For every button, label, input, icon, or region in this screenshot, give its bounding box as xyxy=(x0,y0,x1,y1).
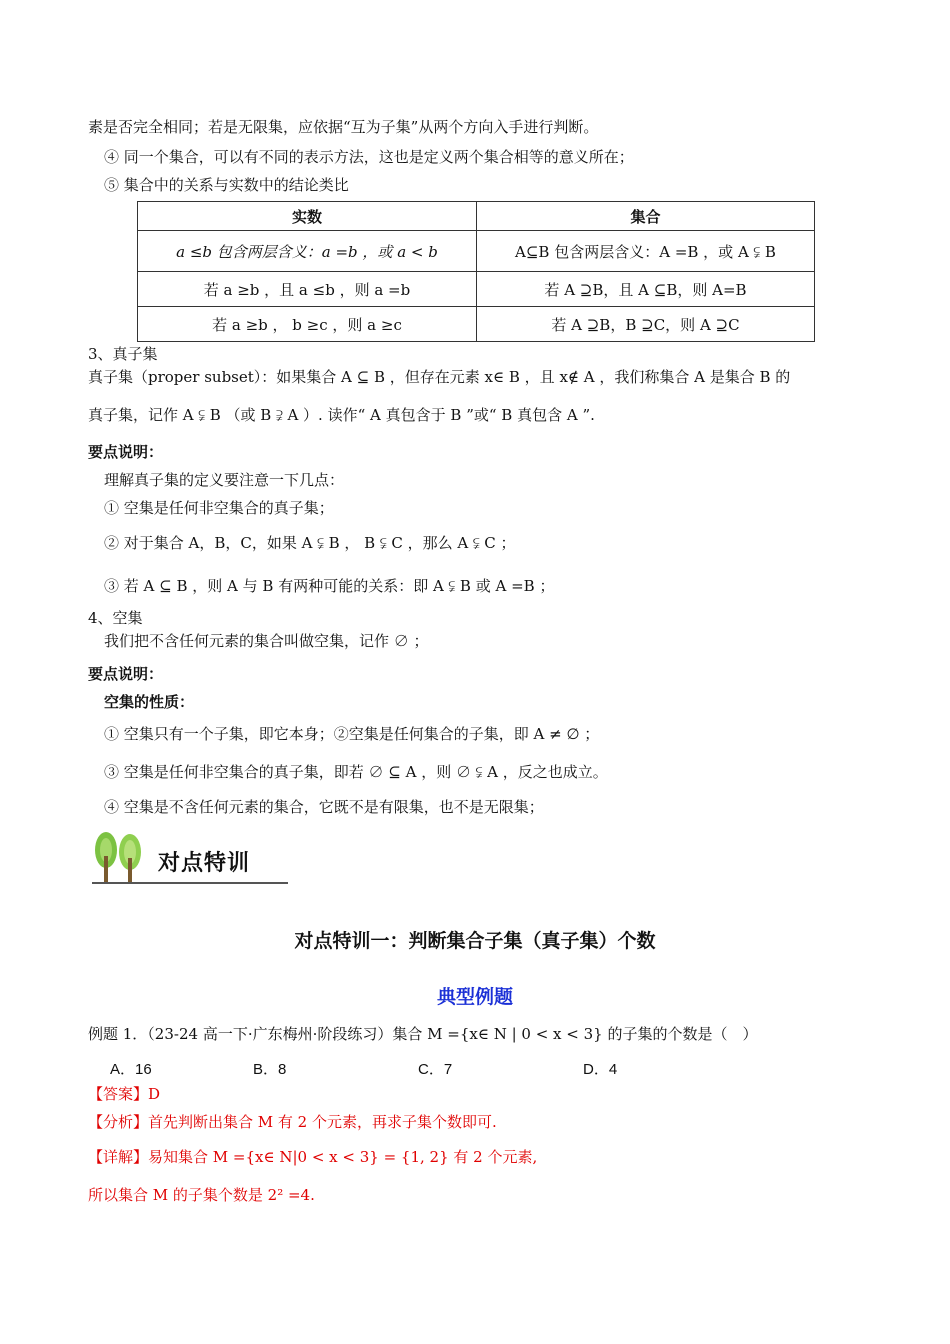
note-intro: 理解真子集的定义要注意一下几点： xyxy=(104,471,345,489)
table-cell: 若 A ⊇B，B ⊇C，则 A ⊇C xyxy=(476,307,814,342)
table-cell: 若 a ≥b ， b ≥c ，则 a ≥c xyxy=(138,307,477,342)
definition-text: 真子集（proper subset）：如果集合 A ⊆ B ，但存在元素 x∈ B ，且 x∉ A ，我们称集合 A 是集合 B 的 xyxy=(88,368,791,386)
choice-c: C．7 xyxy=(418,1061,453,1078)
list-item: ① 空集是任何非空集合的真子集； xyxy=(104,499,334,517)
intro-line: ④ 同一个集合，可以有不同的表示方法，这也是定义两个集合相等的意义所在； xyxy=(104,148,634,166)
table-header: 实数 xyxy=(138,202,477,231)
note-label: 要点说明： xyxy=(88,665,164,683)
list-item: ④ 空集是不含任何元素的集合，它既不是有限集，也不是无限集； xyxy=(104,798,544,816)
table-cell: 若 A ⊇B，且 A ⊆B，则 A=B xyxy=(476,272,814,307)
list-item: ③ 若 A ⊆ B ，则 A 与 B 有两种可能的关系：即 A ⫋ B 或 A =B ； xyxy=(104,577,555,595)
props-label: 空集的性质： xyxy=(104,693,195,711)
table-row xyxy=(138,231,815,272)
intro-line: 素是否完全相同；若是无限集，应依据“互为子集”从两个方向入手进行判断。 xyxy=(88,118,599,136)
section-heading: 对点特训一：判断集合子集（真子集）个数 xyxy=(294,930,656,952)
table-header: 集合 xyxy=(476,202,814,231)
conclusion-text: 所以集合 M 的子集个数是 2² =4. xyxy=(88,1186,315,1204)
definition-text: 真子集，记作 A ⫋ B （或 B ⫌ A ）. 读作“ A 真包含于 B ”或“ B 真包含 A ”. xyxy=(88,406,595,424)
example-heading: 典型例题 xyxy=(436,986,513,1008)
choice-a: A．16 xyxy=(110,1061,152,1078)
answer-text: 【答案】D xyxy=(88,1085,161,1103)
choice-d: D．4 xyxy=(583,1061,618,1078)
table-cell: A⊆B 包含两层含义：A =B ，或 A ⫋ B xyxy=(476,231,814,272)
banner-title: 对点特训 xyxy=(158,851,251,876)
table-row xyxy=(138,307,815,342)
table-cell: a ≤b 包含两层含义：a =b ，或 a < b xyxy=(138,231,477,272)
list-item: ① 空集只有一个子集，即它本身；②空集是任何集合的子集，即 A ≠ ∅ ； xyxy=(104,725,600,743)
choice-b: B．8 xyxy=(253,1061,287,1078)
note-label: 要点说明： xyxy=(88,443,164,461)
section-title: 3、真子集 xyxy=(88,345,158,363)
list-item: ② 对于集合 A，B，C，如果 A ⫋ B ， B ⫋ C ，那么 A ⫋ C ； xyxy=(104,534,516,552)
intro-line: ⑤ 集合中的关系与实数中的结论类比 xyxy=(104,176,349,194)
example-question: 例题 1．（23-24 高一下·广东梅州·阶段练习）集合 M ={x∈ N | 0 < x < 3} 的子集的个数是（ ） xyxy=(88,1025,758,1043)
table-row xyxy=(138,272,815,307)
analysis-text: 【分析】首先判断出集合 M 有 2 个元素，再求子集个数即可. xyxy=(88,1113,497,1131)
comparison-table xyxy=(137,201,815,342)
section-title: 4、空集 xyxy=(88,609,143,627)
table-cell: 若 a ≥b ，且 a ≤b ，则 a =b xyxy=(138,272,477,307)
list-item: ③ 空集是任何非空集合的真子集，即若 ∅ ⊆ A ，则 ∅ ⫋ A ，反之也成立。 xyxy=(104,763,608,781)
detail-text: 【详解】易知集合 M ={x∈ N|0 < x < 3} = {1, 2} 有 2 个元素, xyxy=(88,1148,538,1166)
table-header-row xyxy=(138,202,815,231)
definition-text: 我们把不含任何元素的集合叫做空集，记作 ∅ ； xyxy=(104,632,429,650)
